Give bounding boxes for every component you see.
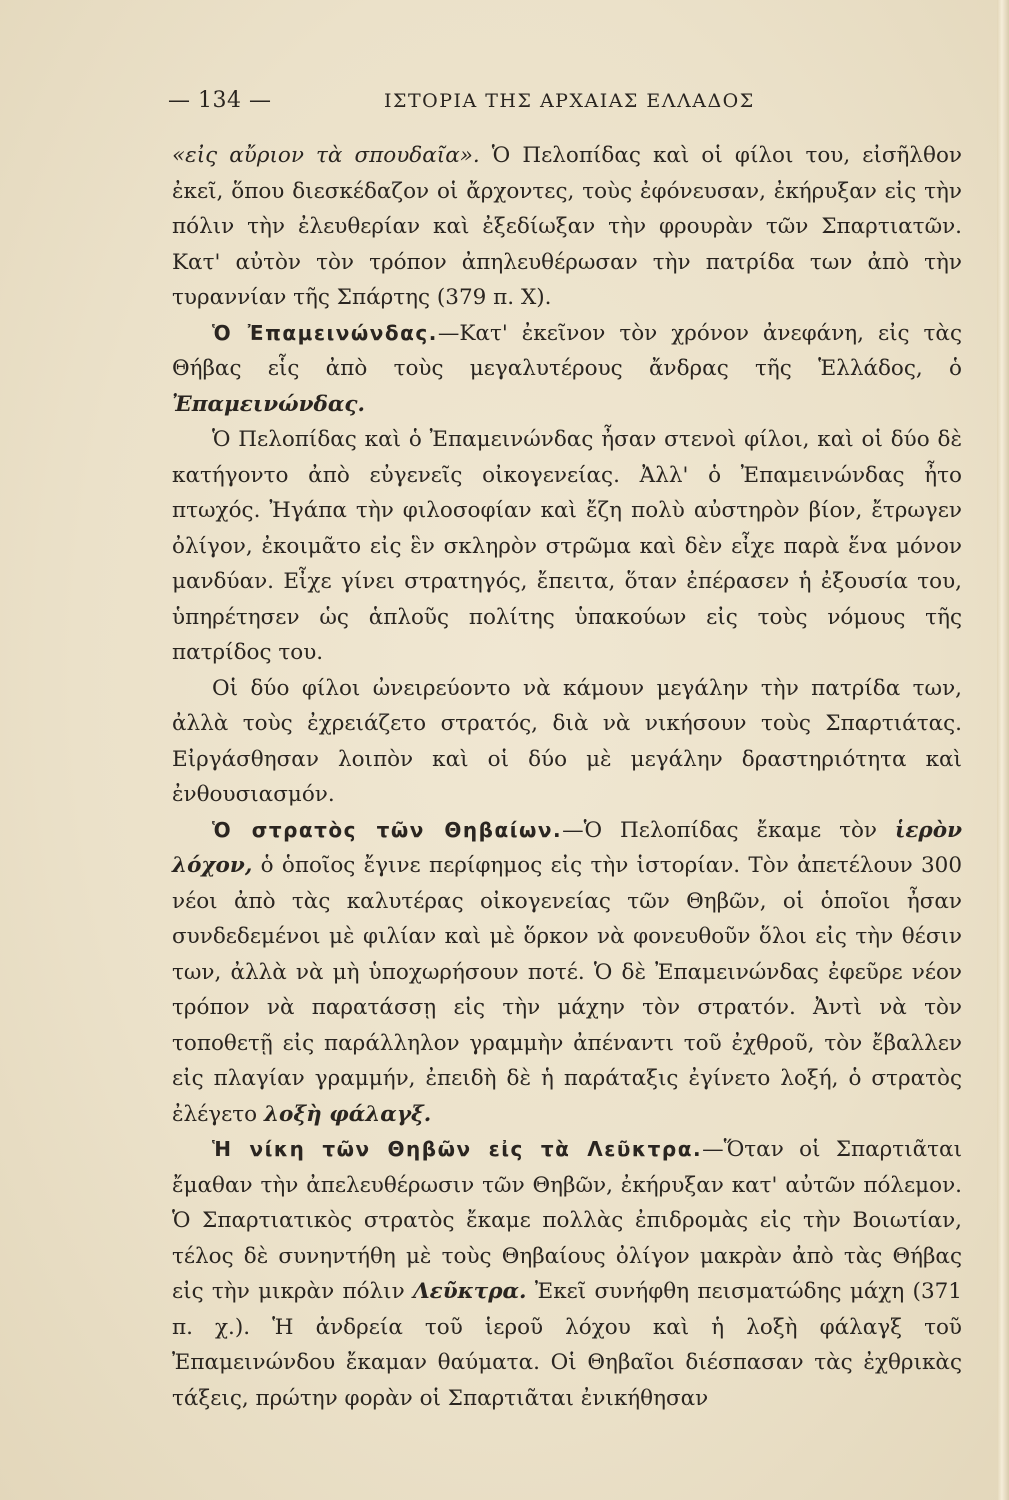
term-oblique-phalanx: λοξὴ φάλαγξ.: [263, 1101, 432, 1127]
paragraph-5-text: ὁ ὁποῖος ἔγινε περίφημος εἰς τὴν ἱστορίαν. Τὸν ἀπετέλουν 300 νέοι ἀπὸ τὰς καλυτέρας οἰκογενείας τῶν Θηβῶν, οἱ ὁποῖοι ἦσαν συνδεδεμένοι μὲ φιλίαν καὶ μὲ ὅρκον νὰ φονευθοῦν ὅλοι εἰς τὴν θέσιν των, ἀλλὰ νὰ μὴ ὑποχωρήσουν ποτέ. Ὁ δὲ Ἐπαμεινώνδας ἐφεῦρε νέον τρόπον νὰ παρατάσσῃ εἰς τὴν μάχην τὸν στρατόν. Ἀντὶ νὰ τὸν τοποθετῇ εἰς παράλληλον γραμμὴν ἀπέναντι τοῦ ἐχθροῦ, τὸν ἔβαλλεν εἰς πλαγίαν γραμμήν, ἐπειδὴ δὲ ἡ παράταξις ἐγίνετο λοξή, ὁ στρατὸς ἐλέγετο: [172, 853, 962, 1127]
paragraph-4: [172, 671, 962, 813]
paragraph-6-text: Ἐκεῖ συνήφθη πεισματώδης μάχη (371 π. χ.). Ἡ ἀνδρεία τοῦ ἱεροῦ λόχου καὶ ἡ λοξὴ φάλαγξ τοῦ Ἐπαμεινώνδου ἔκαμαν θαύματα. Οἱ Θηβαῖοι διέσπασαν τὰς ἐχθρικὰς τάξεις, πρώτην φορὰν οἱ Σπαρτιᾶται ἐνικήθησαν: [172, 1279, 962, 1411]
page-edge: [997, 0, 1009, 1500]
section-heading-theban-army: Ὁ στρατὸς τῶν Θηβαίων.: [212, 817, 563, 842]
paragraph-4-text: Οἱ δύο φίλοι ὠνειρεύοντο νὰ κάμουν μεγάλην τὴν πατρίδα των, ἀλλὰ τοὺς ἐχρειάζετο στρατός, διὰ νὰ νικήσουν τοὺς Σπαρτιάτας. Εἰργάσθησαν λοιπὸν καὶ οἱ δύο μὲ μεγάλην δραστηριότητα καὶ ἐνθουσιασμόν.: [172, 675, 962, 807]
running-title: ΙΣΤΟΡΙΑ ΤΗΣ ΑΡΧΑΙΑΣ ΕΛΛΑΔΟΣ: [384, 90, 755, 112]
paragraph-3-text: Ὁ Πελοπίδας καὶ ὁ Ἐπαμεινώνδας ἦσαν στενοὶ φίλοι, καὶ οἱ δύο δὲ κατήγοντο ἀπὸ εὐγενεῖς οἰκογενείας. Ἀλλ' ὁ Ἐπαμεινώνδας ἦτο πτωχός. Ἠγάπα τὴν φιλοσοφίαν καὶ ἔζη πολὺ αὐστηρὸν βίον, ἔτρωγεν ὀλίγον, ἐκοιμᾶτο εἰς ἓν σκληρὸν στρῶμα καὶ δὲν εἶχε παρὰ ἕνα μόνον μανδύαν. Εἶχε γίνει στρατηγός, ἔπειτα, ὅταν ἐπέρασεν ἡ ἐξουσία του, ὑπηρέτησεν ὡς ἁπλοῦς πολίτης ὑπακούων εἰς τοὺς νόμους τῆς πατρίδος του.: [172, 427, 962, 665]
page-number: — 134 —: [168, 88, 272, 113]
paragraph-1-text: Ὁ Πελοπίδας καὶ οἱ φίλοι του, εἰσῆλθον ἐκεῖ, ὅπου διεσκέδαζον οἱ ἄρχοντες, τοὺς ἐφόνευσαν, ἐκήρυξαν εἰς τὴν πόλιν τὴν ἐλευθερίαν καὶ ἐξεδίωξαν τὴν φρουρὰν τῶν Σπαρτιατῶν. Κατ' αὐτὸν τὸν τρόπον ἀπηλευθέρωσαν τὴν πατρίδα των ἀπὸ τὴν τυραννίαν τῆς Σπάρτης (379 π. Χ).: [172, 143, 962, 310]
section-heading-leuctra: Ἡ νίκη τῶν Θηβῶν εἰς τὰ Λεῦκτρα.: [212, 1137, 703, 1161]
term-sacred-band: ἱερὸν λόχον,: [172, 817, 962, 878]
body-text: [172, 138, 962, 1416]
paragraph-2: [172, 316, 962, 423]
paragraph-2-text: —Κατ' ἐκεῖνον τὸν χρόνον ἀνεφάνη, εἰς τὰς Θήβας εἷς ἀπὸ τοὺς μεγαλυτέρους ἄνδρας τῆς Ἑλλάδος, ὁ: [172, 320, 962, 381]
paragraph-5-lead: —Ὁ Πελοπίδας ἔκαμε τὸν: [562, 817, 895, 843]
section-heading-epaminondas: Ὁ Ἐπαμεινώνδας.: [212, 320, 438, 345]
running-header: [168, 88, 768, 120]
paragraph-1: [172, 138, 962, 316]
name-epaminondas: Ἐπαμεινώνδας.: [172, 391, 365, 417]
paragraph-5: [172, 813, 962, 1133]
paragraph-6-lead: —Ὅταν οἱ Σπαρτιᾶται ἔμαθαν τὴν ἀπελευθέρωσιν τῶν Θηβῶν, ἐκήρυξαν κατ' αὐτῶν πόλεμον. Ὁ Σπαρτιατικὸς στρατὸς ἔκαμε πολλὰς ἐπιδρομὰς εἰς τὴν Βοιωτίαν, τέλος δὲ συνηντήθη μὲ τοὺς Θηβαίους ὀλίγον μακρὰν ἀπὸ τὰς Θήβας εἰς τὴν μικρὰν πόλιν: [172, 1137, 962, 1304]
paragraph-6: [172, 1132, 962, 1416]
quote-phrase: «εἰς αὔριον τὰ σπουδαῖα».: [172, 143, 480, 168]
place-leuctra: Λεῦκτρα.: [412, 1279, 527, 1304]
paragraph-3: [172, 422, 962, 671]
